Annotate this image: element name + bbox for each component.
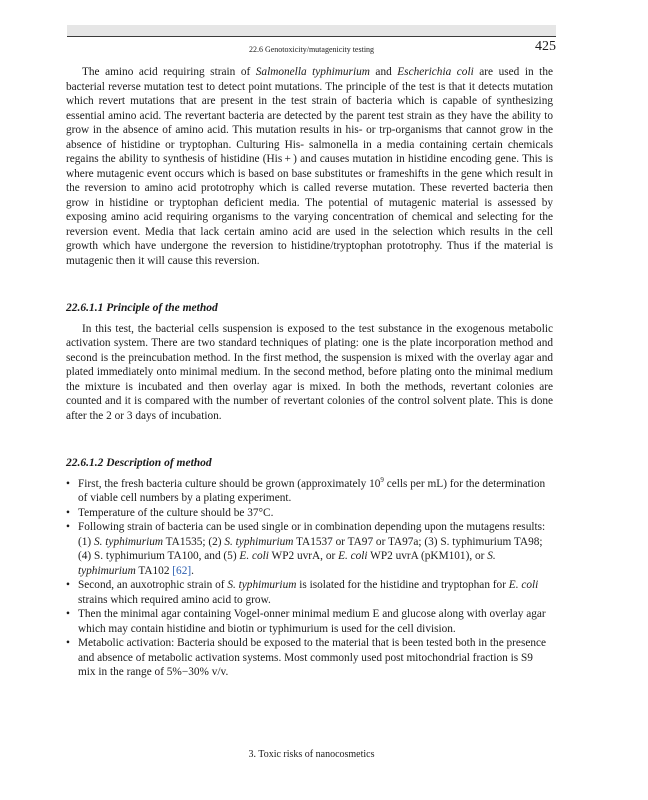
list-item: • Following strain of bacteria can be used single or in combination depending upon the mutagens results: (1) S. typhimurium TA1535; (2) S. typhimurium TA1537 or TA97 or TA97a; (3) S. typhimurium TA98; (4) S. typhimurium TA100, and (5) E. coli WP2 uvrA, or E. coli WP2 uvrA (pKM101), or S. typhimurium TA102 [62].	[66, 520, 553, 578]
page-footer: 3. Toxic risks of nanocosmetics	[248, 749, 375, 760]
method-list	[66, 477, 553, 680]
intro-paragraph: The amino acid requiring strain of Salmonella typhimurium and Escherichia coli are used in the bacterial reverse mutation test to detect point mutations. The principle of the test is that it detects mutation which revert mutations that are present in the test strain of bacteria which is capable of synthesizing essential amino acid. The revertant bacteria are detected by the parent test strain as they have the ability to grow in the absence of amino acid. This mutation results in his- or trp-organisms that cannot grow in the absence of histidine or tryptophan. Culturing His- salmonella in a media containing certain chemicals regains the ability to synthesis of histidine (His + ) and causes mutation in histidine encoding gene. This is where mutagenic event occurs which is based on base substitutes or frameshifts in the gene which result in the reversion to amino acid prototrophy which is called reverse mutation. These reverted bacteria then grow in histidine or tryptophan deficient media. The potential of mutagenic material is assessed by exposing amino acid requiring organisms to the varying concentration of chemical and selecting for the reversion event. Media that lack certain amino acid are used in the selection which results in the cell growth which have undergone the reversion to histidine/tryptophan prototrophy. Thus if the material is mutagenic then it will cause this reversion.	[66, 66, 553, 267]
list-item: • Second, an auxotrophic strain of S. typhimurium is isolated for the histidine and tryptophan for E. coli strains which required amino acid to grow.	[66, 578, 553, 607]
page-number: 425	[535, 39, 556, 54]
list-item: • Metabolic activation: Bacteria should be exposed to the material that is been tested both in the presence and absence of metabolic activation systems. Most commonly used post mitochondrial fraction is S9 mix in the range of 5%−30% v/v.	[66, 636, 553, 680]
section-heading-description: 22.6.1.2 Description of method	[66, 457, 212, 469]
section-heading-principle: 22.6.1.1 Principle of the method	[66, 302, 218, 314]
running-head	[67, 39, 556, 60]
list-item: • Then the minimal agar containing Vogel-onner minimal medium E and glucose along with overlay agar which may contain histidine and biotin or typhimurium is used for the cell division.	[66, 607, 553, 636]
principle-paragraph: In this test, the bacterial cells suspension is exposed to the test substance in the exogenous metabolic activation system. There are two standard techniques of plating: one is the plate incorporation method and second is the preincubation method. In the first method, the suspension is mixed with the overlay agar and plated immediately onto minimal medium. In the second method, before plating onto the minimal medium the mixture is incubated and then overlay agar is mixed. In both the methods, revertant colonies are counted and it is compared with the number of revertant colonies of the control solvent plate. This is done after the 2 or 3 days of incubation.	[66, 322, 553, 422]
running-title: 22.6 Genotoxicity/mutagenicity testing	[248, 45, 375, 54]
header-rule	[67, 36, 556, 37]
header-band	[67, 25, 556, 36]
page-content	[66, 65, 553, 680]
citation-link[interactable]: [62]	[172, 564, 192, 577]
list-item: • Temperature of the culture should be 37°C.	[66, 506, 553, 521]
list-item: • First, the fresh bacteria culture should be grown (approximately $10^9$ cells per mL) for the determination of viable cell numbers by a plating experiment.	[66, 477, 553, 506]
